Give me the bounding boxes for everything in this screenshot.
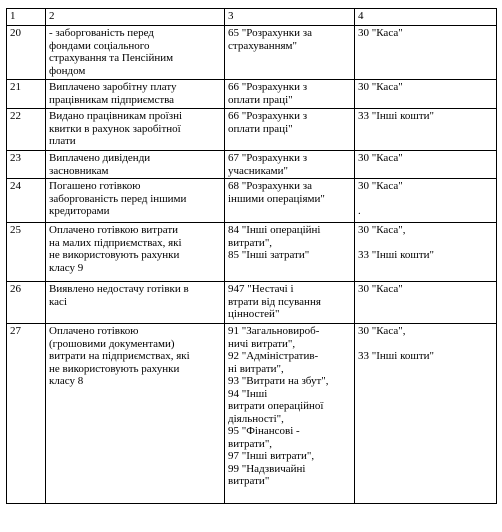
header-col-1: 1 [7,9,46,26]
table-row [7,179,497,223]
row-credit-account: 30 "Каса", 33 "Інші кошти" [355,324,497,504]
row-debit-account: 68 "Розрахунки за іншими операціями" [225,179,355,223]
table-row [7,223,497,282]
table-row [7,26,497,80]
table-row [7,109,497,151]
table-row [7,80,497,109]
row-description: Виплачено дивіденди засновникам [46,151,225,179]
row-debit-account: 947 "Нестачі і втрати від псування цінностей" [225,282,355,324]
row-debit-account: 91 "Загальновироб- ничі витрати", 92 "Адміністратив- ні витрати", 93 "Витрати на збут", 94 "Інші витрати операційної діяльності", 95 "Фінансові - витрати", 97 "Інші витрати", 99 "Надзвичайні витрати" [225,324,355,504]
row-number: 27 [7,324,46,504]
row-description: Виплачено заробітну плату працівникам підприємства [46,80,225,109]
row-debit-account: 66 "Розрахунки з оплати праці" [225,80,355,109]
row-description: Видано працівникам проїзні квитки в рахунок заробітної плати [46,109,225,151]
row-number: 23 [7,151,46,179]
header-col-2: 2 [46,9,225,26]
row-number: 22 [7,109,46,151]
row-credit-account: 30 "Каса" [355,151,497,179]
journal-entries-table [6,8,497,504]
row-description: Оплачено готівкою витрати на малих підприємствах, які не використовують рахунки класу 9 [46,223,225,282]
row-credit-account: 30 "Каса" [355,282,497,324]
table-row [7,282,497,324]
row-description: Виявлено недостачу готівки в касі [46,282,225,324]
row-debit-account: 66 "Розрахунки з оплати праці" [225,109,355,151]
row-number: 26 [7,282,46,324]
header-col-4: 4 [355,9,497,26]
table-row [7,151,497,179]
table-row [7,324,497,504]
row-number: 24 [7,179,46,223]
row-debit-account: 67 "Розрахунки з учасниками" [225,151,355,179]
row-debit-account: 65 "Розрахунки за страхуванням" [225,26,355,80]
row-description: Оплачено готівкою (грошовими документами) витрати на підприємствах, які не використовують рахунки класу 8 [46,324,225,504]
row-credit-account: 30 "Каса" . [355,179,497,223]
row-number: 20 [7,26,46,80]
row-debit-account: 84 "Інші операційні витрати", 85 "Інші затрати" [225,223,355,282]
row-description: - заборгованість перед фондами соціального страхування та Пенсійним фондом [46,26,225,80]
row-description: Погашено готівкою заборгованість перед іншими кредиторами [46,179,225,223]
header-col-3: 3 [225,9,355,26]
row-credit-account: 30 "Каса", 33 "Інші кошти" [355,223,497,282]
row-number: 25 [7,223,46,282]
row-credit-account: 33 "Інші кошти" [355,109,497,151]
row-credit-account: 30 "Каса" [355,80,497,109]
header-row [7,9,497,26]
row-number: 21 [7,80,46,109]
row-credit-account: 30 "Каса" [355,26,497,80]
